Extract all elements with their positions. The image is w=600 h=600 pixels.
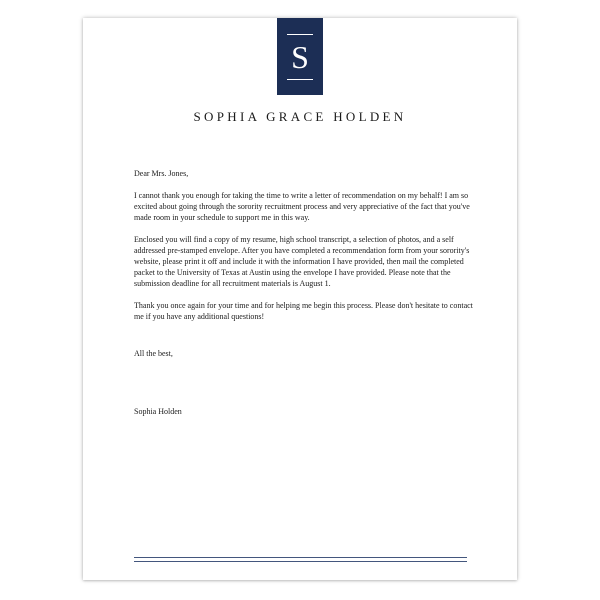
letter-page bbox=[83, 18, 517, 580]
salutation: Dear Mrs. Jones, bbox=[134, 169, 189, 178]
letterhead-name: SOPHIA GRACE HOLDEN bbox=[193, 109, 407, 124]
monogram-top-rule bbox=[287, 34, 313, 35]
footer-rule-lower bbox=[134, 561, 467, 562]
monogram-bottom-rule bbox=[287, 79, 313, 80]
monogram-logo bbox=[277, 18, 323, 95]
footer-rule-upper bbox=[134, 557, 467, 558]
closing: All the best, bbox=[134, 349, 173, 358]
monogram-letter: S bbox=[291, 39, 309, 75]
paragraph-closing-thanks: Thank you once again for your time and for helping me begin this process. Please don't hesitate to contact me if you have any additional questions! bbox=[134, 301, 473, 321]
paragraph-thanks: I cannot thank you enough for taking the time to write a letter of recommendation on my behalf! I am so excited about going through the sorority recruitment process and very appreciative of the fact that you've made room in your schedule to support me in this way. bbox=[134, 191, 470, 222]
paragraph-enclosures: Enclosed you will find a copy of my resume, high school transcript, a selection of photos, and a self addressed pre-stamped envelope. After you have completed a recommendation form from your sorority's website, please print it off and include it with the information I have provided, then mail the completed packet to the University of Texas at Austin using the envelope I have provided. Please note that the submission deadline for all recruitment materials is August 1. bbox=[134, 235, 470, 288]
signature: Sophia Holden bbox=[134, 407, 182, 416]
letter-body bbox=[134, 168, 474, 417]
